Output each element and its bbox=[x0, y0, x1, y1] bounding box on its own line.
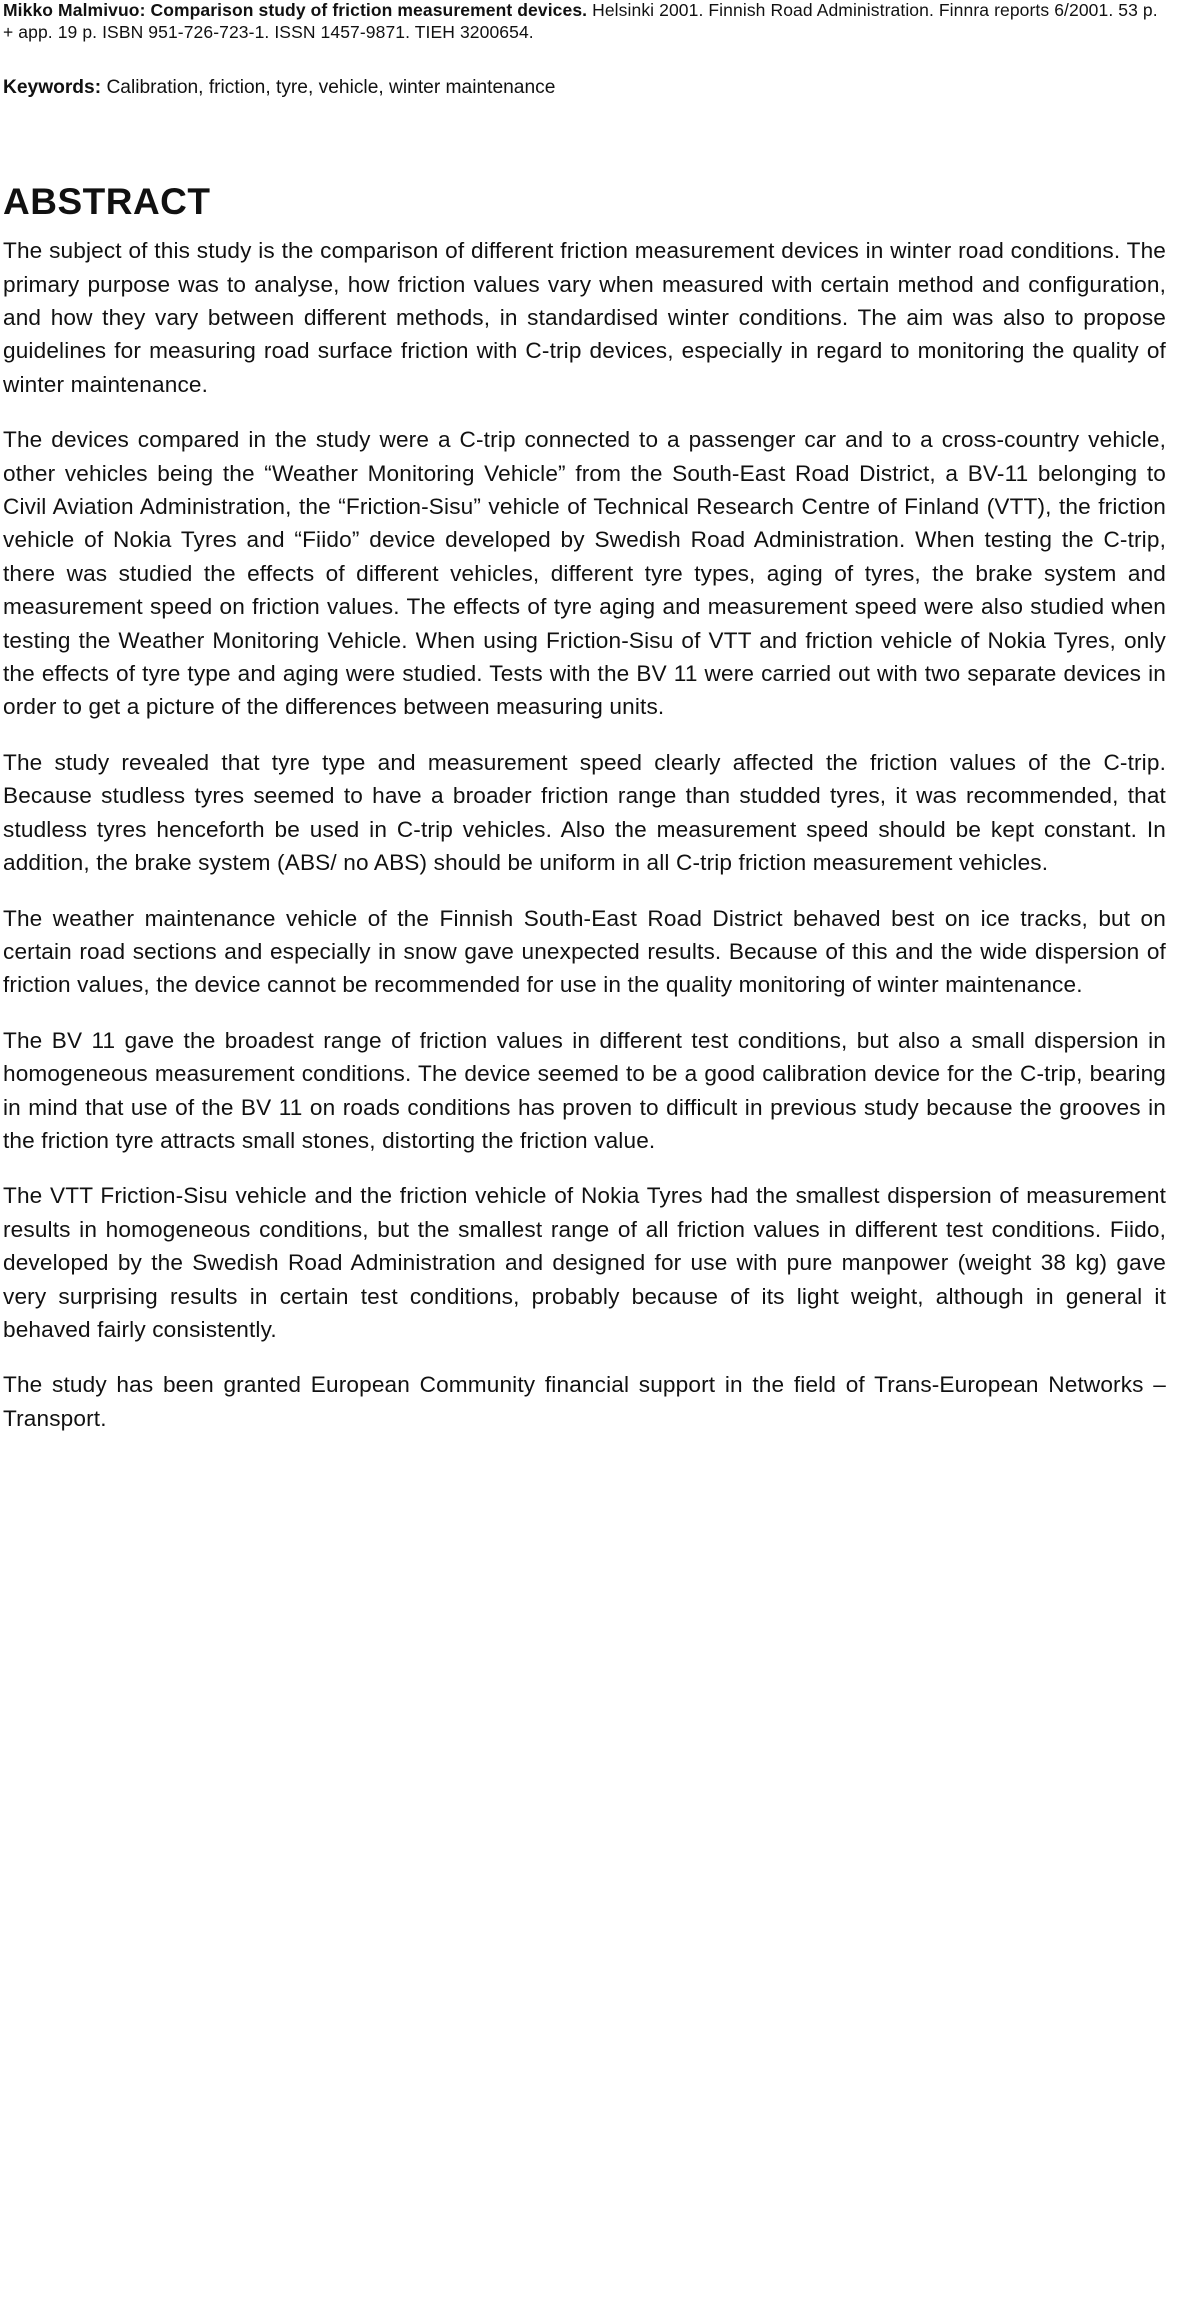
abstract-heading: ABSTRACT bbox=[3, 181, 211, 223]
keywords-label: Keywords: bbox=[3, 77, 102, 99]
abstract-paragraph: The devices compared in the study were a C-trip connected to a passenger car and to a cross-country vehicle, other vehicles being the “Weather Monitoring Vehicle” from the South-East Road District, a BV-11 belonging to Civil Aviation Administration, the “Friction-Sisu” vehicle of Technical Research Centre of Finland (VTT), the friction vehicle of Nokia Tyres and “Fiido” device developed by Swedish Road Administration. When testing the C-trip, there was studied the effects of different vehicles, different tyre types, aging of tyres, the brake system and measurement speed on friction values. The effects of tyre aging and measurement speed were also studied when testing the Weather Monitoring Vehicle. When using Friction-Sisu of VTT and friction vehicle of Nokia Tyres, only the effects of tyre type and aging were studied. Tests with the BV 11 were carried out with two separate devices in order to get a picture of the differences between measuring units. bbox=[3, 427, 1166, 720]
keywords-line bbox=[3, 76, 1166, 100]
abstract-paragraph: The study revealed that tyre type and measurement speed clearly affected the friction values of the C-trip. Because studless tyres seemed to have a broader friction range than studded tyres, it was recommended, that studless tyres henceforth be used in C-trip vehicles. Also the measurement speed should be kept constant. In addition, the brake system (ABS/ no ABS) should be uniform in all C-trip friction measurement vehicles. bbox=[3, 749, 1166, 876]
abstract-paragraph: The study has been granted European Community financial support in the field of Trans-European Networks – Transport. bbox=[3, 1372, 1166, 1431]
abstract-paragraph: The weather maintenance vehicle of the Finnish South-East Road District behaved best on ice tracks, but on certain road sections and especially in snow gave unexpected results. Because of this and the wide dispersion of friction values, the device cannot be recommended for use in the quality monitoring of winter maintenance. bbox=[3, 905, 1166, 998]
publication-details: Helsinki 2001. Finnish Road Administration. Finnra reports 6/2001. 53 p. + app. 19 p. ISBN 951-726-723-1. ISSN 1457-9871. TIEH 3200654. bbox=[3, 0, 1158, 42]
abstract-paragraph: The VTT Friction-Sisu vehicle and the friction vehicle of Nokia Tyres had the smallest dispersion of measurement results in homogeneous conditions, but the smallest range of all friction values in different test conditions. Fiido, developed by the Swedish Road Administration and designed for use with pure manpower (weight 38 kg) gave very surprising results in certain test conditions, probably because of its light weight, although in general it behaved fairly consistently. bbox=[3, 1183, 1166, 1342]
abstract-paragraph: The BV 11 gave the broadest range of friction values in different test conditions, but also a small dispersion in homogeneous measurement conditions. The device seemed to be a good calibration device for the C-trip, bearing in mind that use of the BV 11 on roads conditions has proven to difficult in previous study because the grooves in the friction tyre attracts small stones, distorting the friction value. bbox=[3, 1027, 1166, 1153]
author-title: Mikko Malmivuo: Comparison study of friction measurement devices. bbox=[3, 0, 588, 20]
abstract-body bbox=[3, 234, 1166, 1435]
bibliographic-reference bbox=[3, 0, 1166, 43]
keywords-text: Calibration, friction, tyre, vehicle, winter maintenance bbox=[106, 77, 556, 99]
abstract-paragraph: The subject of this study is the comparison of different friction measurement devices in winter road conditions. The primary purpose was to analyse, how friction values vary when measured with certain method and configuration, and how they vary between different methods, in standardised winter conditions. The aim was also to propose guidelines for measuring road surface friction with C-trip devices, especially in regard to monitoring the quality of winter maintenance. bbox=[3, 238, 1166, 397]
